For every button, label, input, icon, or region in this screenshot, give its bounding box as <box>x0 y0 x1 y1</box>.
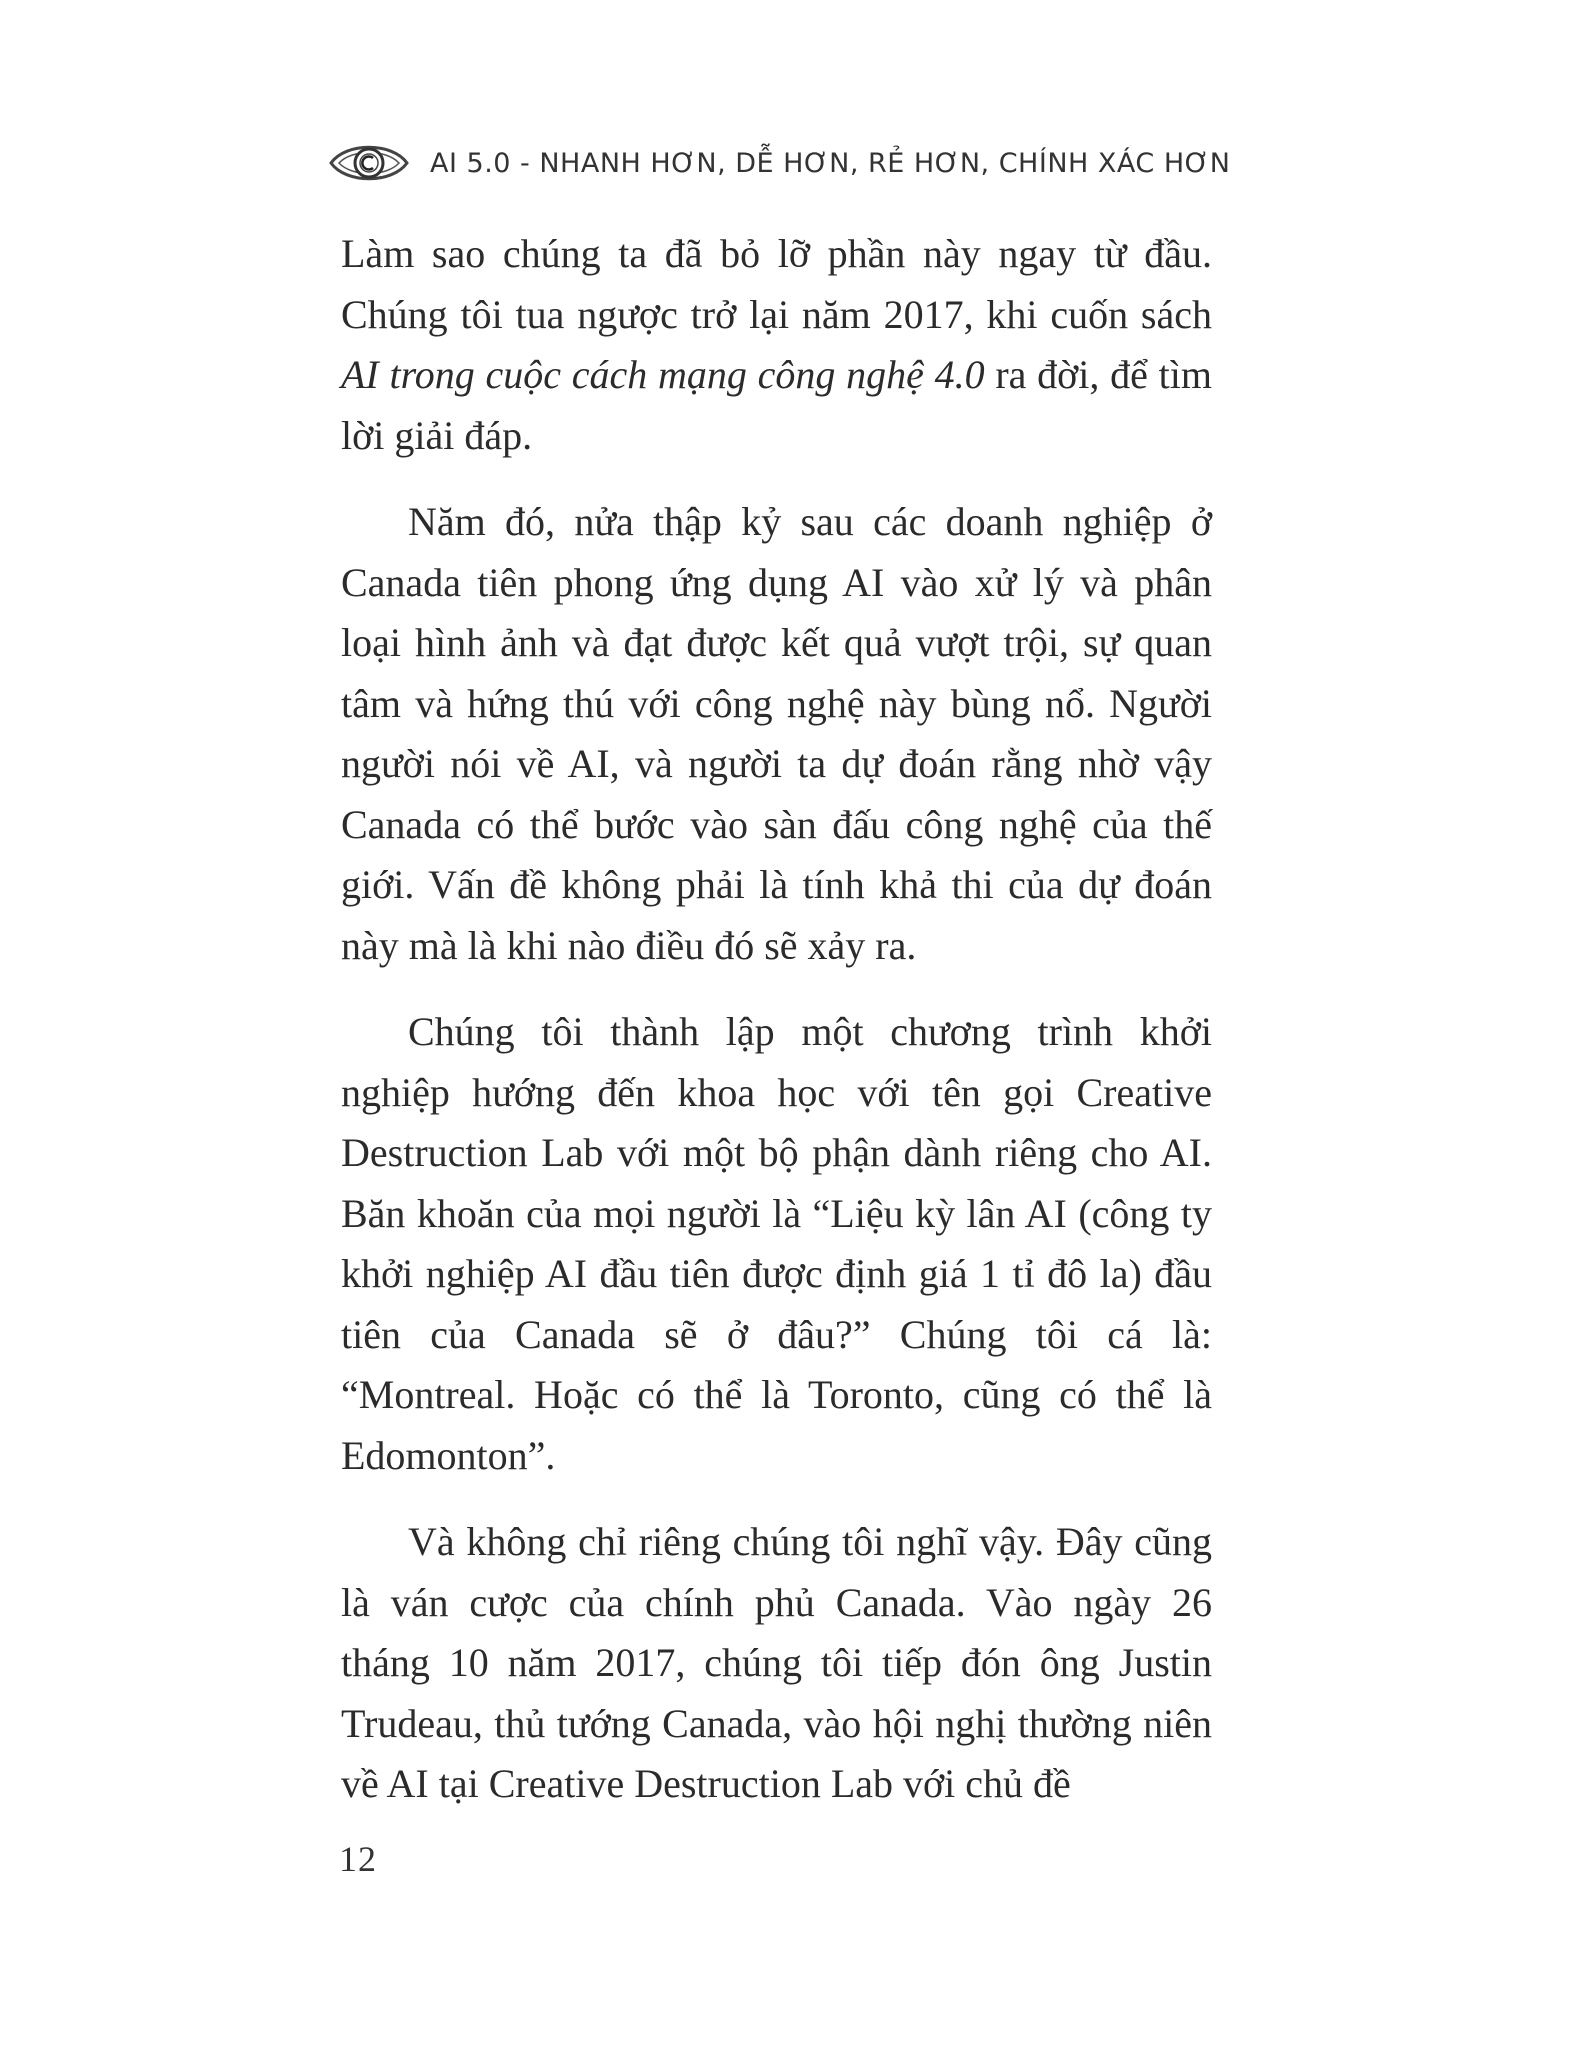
running-header <box>328 132 1231 194</box>
paragraph-2: Năm đó, nửa thập kỷ sau các doanh nghiệp ở Canada tiên phong ứng dụng AI vào xử lý và phân loại hình ảnh và đạt được kết quả vượt trội, sự quan tâm và hứng thú với công nghệ này bùng nổ. Người người nói về AI, và người ta dự đoán rằng nhờ vậy Canada có thể bước vào sàn đấu công nghệ của thế giới. Vấn đề không phải là tính khả thi của dự đoán này mà là khi nào điều đó sẽ xảy ra. <box>341 499 1212 968</box>
page-number: 12 <box>339 1839 377 1879</box>
paragraph-1-text-after: ra đời, để tìm lời giải đáp. <box>341 352 1213 458</box>
paragraph-3: Chúng tôi thành lập một chương trình khởi nghiệp hướng đến khoa học với tên gọi Creative Destruction Lab với một bộ phận dành riêng cho AI. Băn khoăn của mọi người là “Liệu kỳ lân AI (công ty khởi nghiệp AI đầu tiên được định giá 1 tỉ đô la) đầu tiên của Canada sẽ ở đâu?” Chúng tôi cá là: “Montreal. Hoặc có thể là Toronto, cũng có thể là Edomonton”. <box>341 1009 1212 1478</box>
paragraph-4: Và không chỉ riêng chúng tôi nghĩ vậy. Đây cũng là ván cược của chính phủ Canada. Vào ngày 26 tháng 10 năm 2017, chúng tôi tiếp đón ông Justin Trudeau, thủ tướng Canada, vào hội nghị thường niên về AI tại Creative Destruction Lab với chủ đề <box>341 1519 1212 1806</box>
eye-icon <box>328 136 410 190</box>
body-text <box>341 224 1212 1841</box>
paragraph-1-text-before: Làm sao chúng ta đã bỏ lỡ phần này ngay từ đầu. Chúng tôi tua ngược trở lại năm 2017, khi cuốn sách <box>341 231 1212 337</box>
book-title-italic: AI trong cuộc cách mạng công nghệ 4.0 <box>341 352 985 397</box>
running-header-title: AI 5.0 - NHANH HƠN, DỄ HƠN, RẺ HƠN, CHÍNH XÁC HƠN <box>430 147 1231 179</box>
paragraph-1 <box>341 224 1212 466</box>
